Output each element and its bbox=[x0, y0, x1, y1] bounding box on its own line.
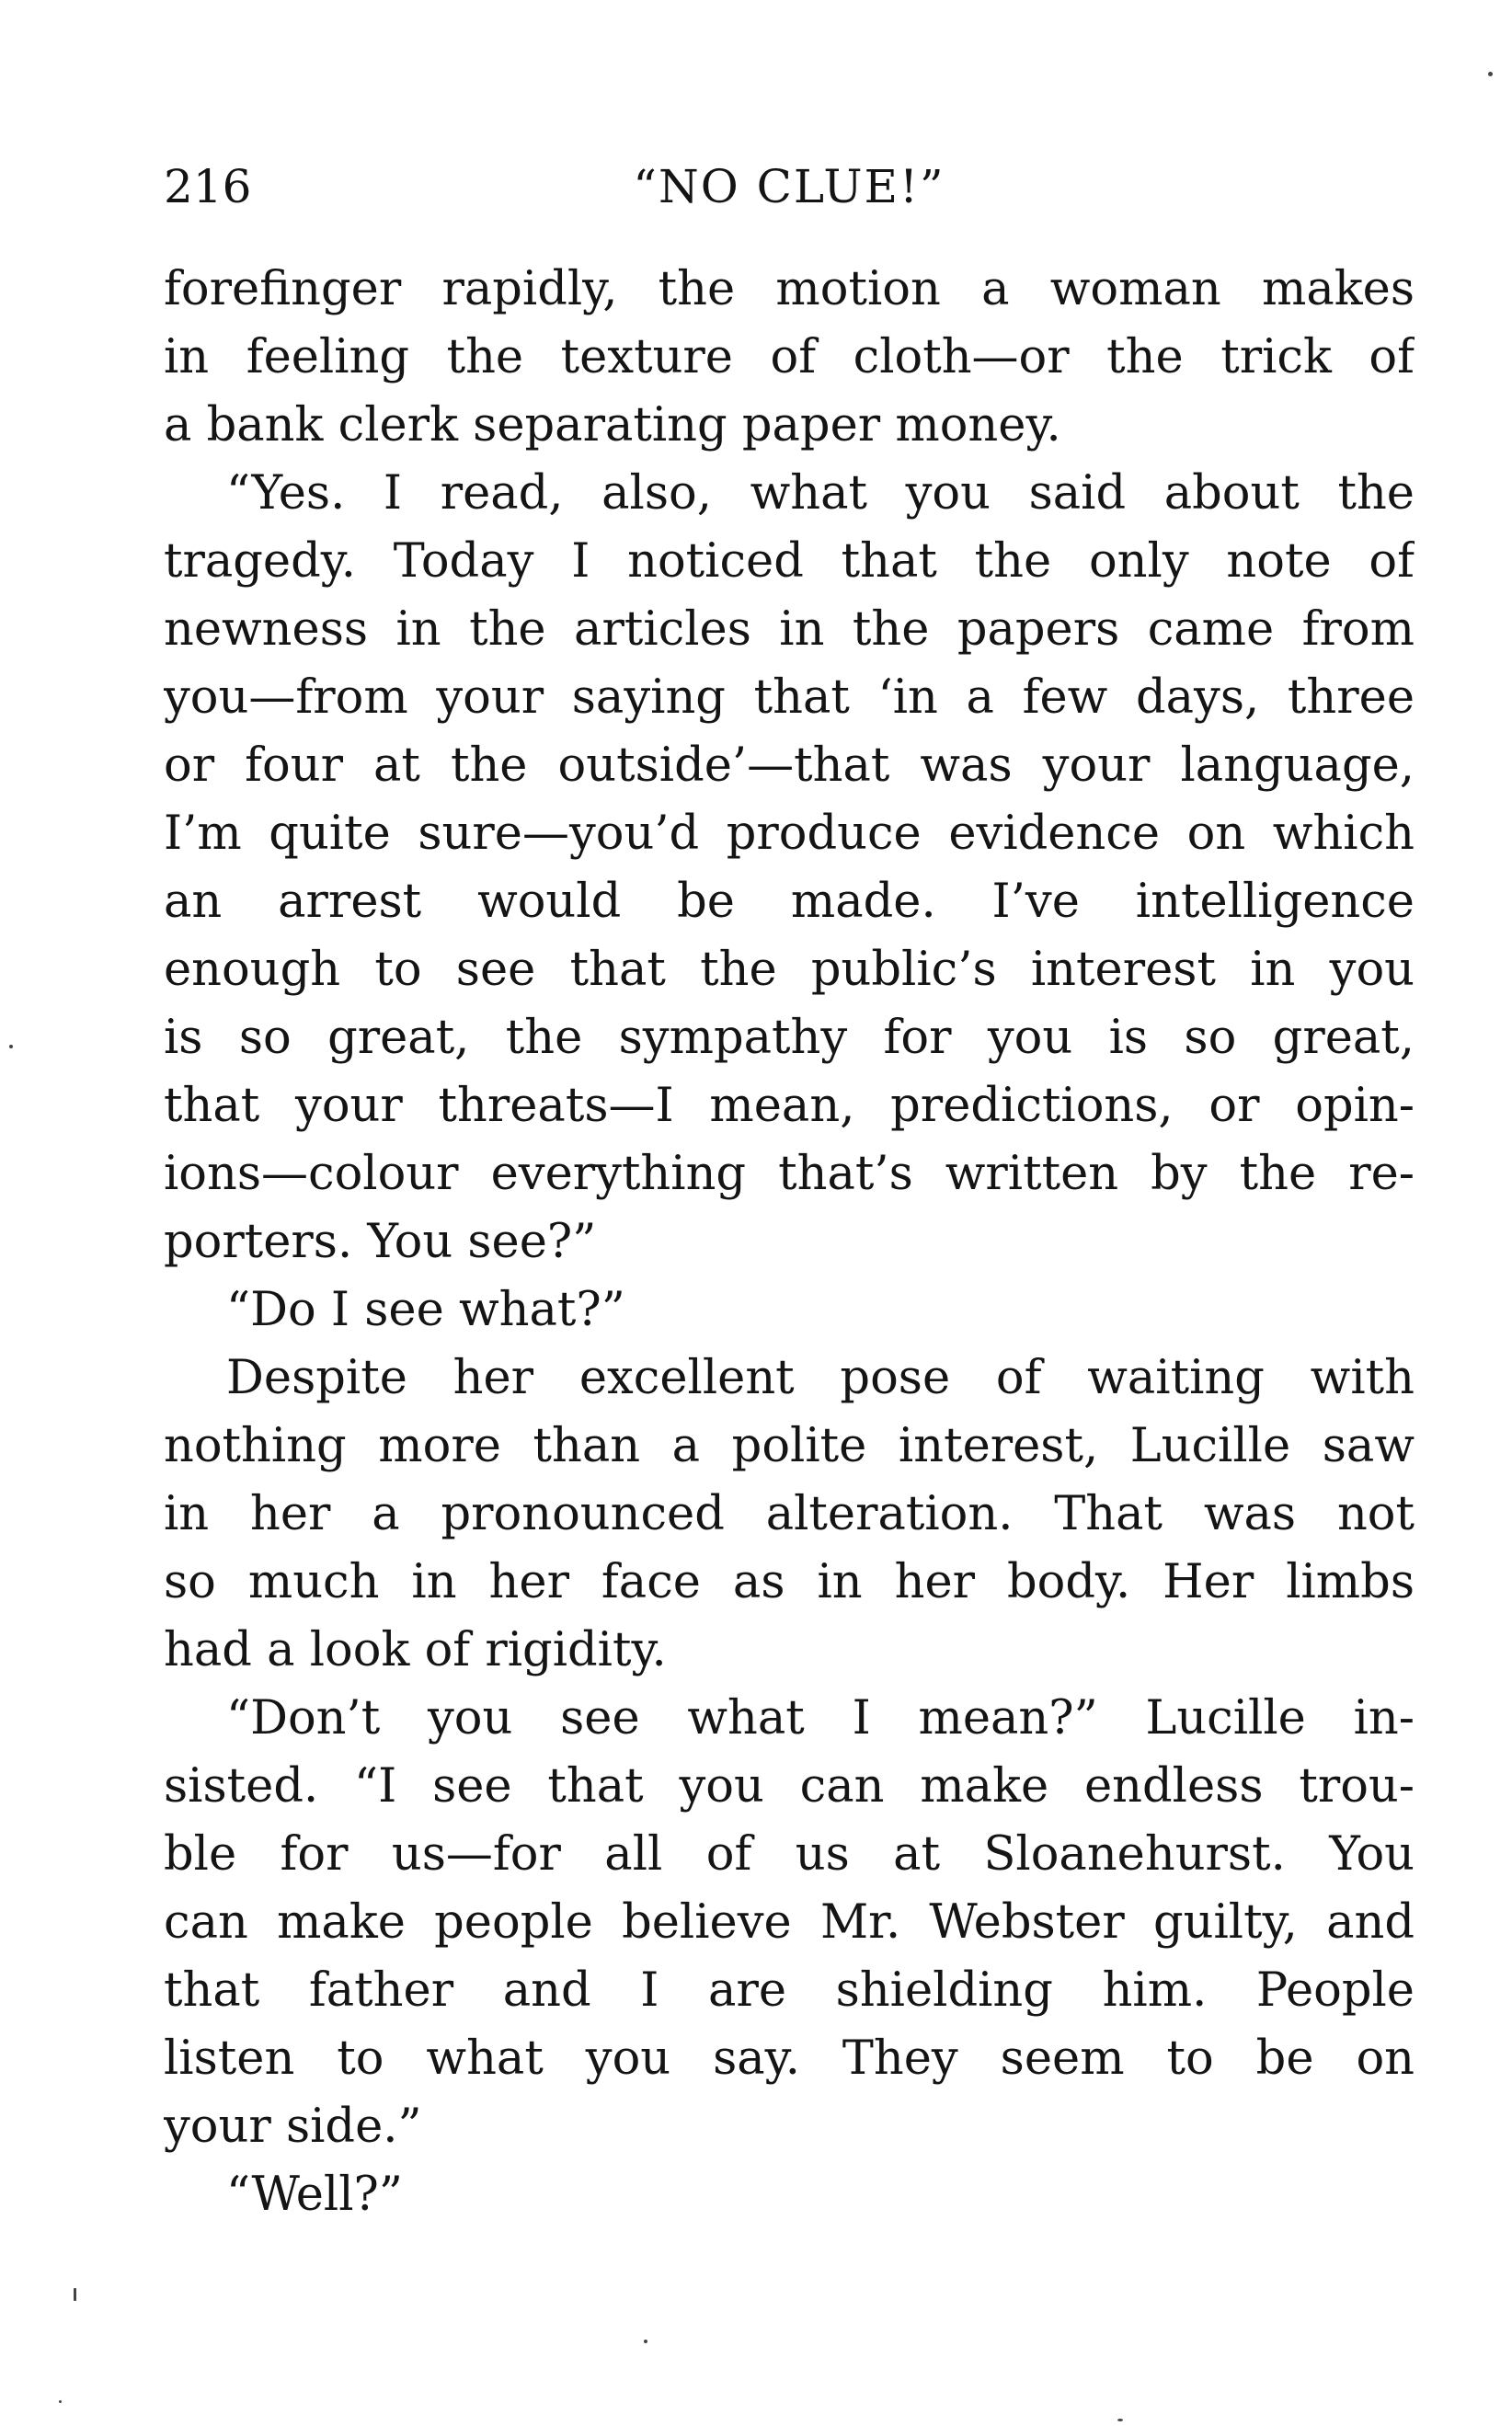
text-line: sisted. “I see that you can make endless trou- bbox=[164, 1759, 1415, 1814]
paper-speck bbox=[59, 2400, 62, 2403]
text-line: Despite her excellent pose of waiting with bbox=[226, 1351, 1415, 1405]
text-line: in her a pronounced alteration. That was not bbox=[164, 1487, 1415, 1541]
text-line: enough to see that the public’s interest in you bbox=[164, 943, 1415, 997]
text-line: a bank clerk separating paper money. bbox=[164, 398, 1061, 452]
text-line: forefinger rapidly, the motion a woman makes bbox=[164, 262, 1415, 316]
text-line: “Yes. I read, also, what you said about the bbox=[226, 466, 1415, 521]
text-line: in feeling the texture of cloth—or the trick of bbox=[164, 330, 1415, 384]
text-line: so much in her face as in her body. Her limbs bbox=[164, 1555, 1415, 1609]
running-title: “NO CLUE!” bbox=[633, 160, 945, 213]
paper-speck bbox=[1117, 2419, 1123, 2421]
text-line: can make people believe Mr. Webster guilty, and bbox=[164, 1895, 1415, 1950]
text-line: “Don’t you see what I mean?” Lucille in- bbox=[226, 1691, 1415, 1745]
text-line: newness in the articles in the papers came from bbox=[164, 602, 1415, 657]
text-line: “Do I see what?” bbox=[226, 1283, 625, 1337]
text-line: listen to what you say. They seem to be on bbox=[164, 2031, 1415, 2086]
text-line: I’m quite sure—you’d produce evidence on which bbox=[164, 807, 1415, 861]
paper-speck bbox=[74, 2288, 76, 2301]
text-line: or four at the outside’—that was your language, bbox=[164, 738, 1415, 793]
text-line: ble for us—for all of us at Sloanehurst. You bbox=[164, 1827, 1415, 1882]
text-line: your side.” bbox=[164, 2100, 422, 2154]
text-line: that father and I are shielding him. People bbox=[164, 1963, 1415, 2018]
paper-speck bbox=[9, 1045, 13, 1048]
paper-speck bbox=[644, 2340, 647, 2343]
text-line: porters. You see?” bbox=[164, 1215, 597, 1269]
text-line: tragedy. Today I noticed that the only note of bbox=[164, 534, 1415, 589]
text-line: you—from your saying that ‘in a few days, three bbox=[164, 670, 1415, 725]
page-number: 216 bbox=[164, 160, 252, 213]
text-line: an arrest would be made. I’ve intelligence bbox=[164, 875, 1415, 929]
text-line: is so great, the sympathy for you is so great, bbox=[164, 1011, 1415, 1065]
text-line: had a look of rigidity. bbox=[164, 1623, 667, 1677]
text-line: that your threats—I mean, predictions, or opin- bbox=[164, 1079, 1415, 1133]
text-line: “Well?” bbox=[226, 2168, 403, 2222]
text-line: nothing more than a polite interest, Lucille saw bbox=[164, 1419, 1415, 1473]
body-text bbox=[164, 256, 1415, 2229]
paper-speck bbox=[1488, 72, 1493, 76]
page-header bbox=[164, 154, 1415, 219]
text-line: ions—colour everything that’s written by the re- bbox=[164, 1147, 1415, 1201]
